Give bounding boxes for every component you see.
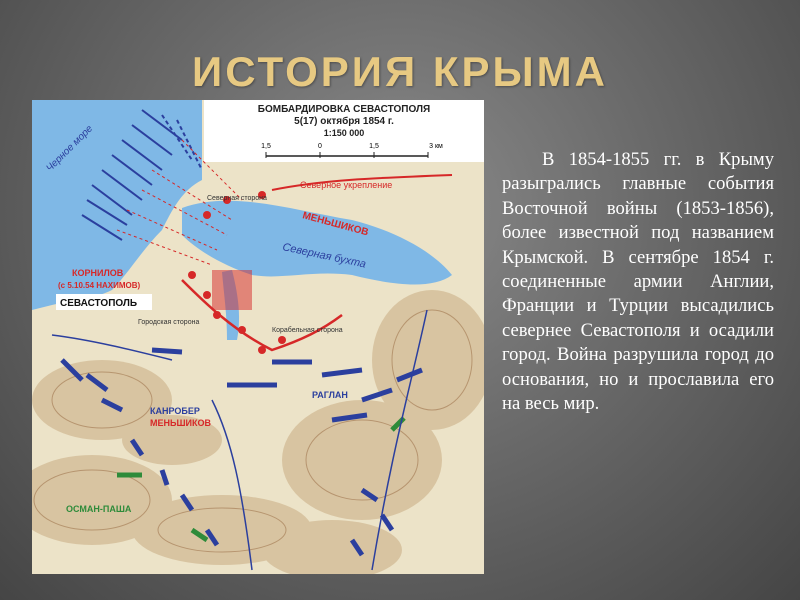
slide-body-text: В 1854-1855 гг. в Крыму разыгрались главные события Восточной войны (1853-1856), более известной под названием Крымской. В сентябре 1854 г. соединенные армии Англии, Франции и Турции высадились севернее Севастополя и осадили город. Война разрушила город до основания, но и прославила его на весь мир. <box>502 149 774 415</box>
slide-title: ИСТОРИЯ КРЫМА <box>192 48 608 95</box>
label-sea: Черное море <box>44 123 96 175</box>
label-north-fort: Северное укрепление <box>300 180 393 190</box>
label-osman-pasha: ОСМАН-ПАША <box>66 504 132 514</box>
label-ship-side: Корабельная сторона <box>272 327 343 334</box>
scale-tick-3: 3 км <box>429 143 443 150</box>
scale-tick-2: 1,5 <box>369 143 379 150</box>
map-scale: 1:150 000 <box>323 128 365 138</box>
label-sevastopol: СЕВАСТОПОЛЬ <box>60 298 138 309</box>
label-kornilov: КОРНИЛОВ <box>72 268 124 278</box>
label-nakhimov: (с 5.10.54 НАХИМОВ) <box>58 281 141 290</box>
scale-tick-1: 0 <box>318 143 322 150</box>
label-menshikov-north: МЕНЬШИКОВ <box>301 210 370 239</box>
map-title-line1: БОМБАРДИРОВКА СЕВАСТОПОЛЯ <box>257 104 431 115</box>
battle-map <box>32 100 484 574</box>
scale-tick-0: 1,5 <box>261 143 271 150</box>
map-title-line2: 5(17) октября 1854 г. <box>294 116 394 127</box>
label-menshikov: МЕНЬШИКОВ <box>150 418 211 428</box>
label-canrobert: КАНРОБЕР <box>150 406 200 416</box>
label-raglan: РАГЛАН <box>312 390 348 400</box>
label-bay: Северная бухта <box>281 241 368 271</box>
label-north-side: Северная сторона <box>207 195 267 202</box>
label-city-side: Городская сторона <box>138 319 200 326</box>
